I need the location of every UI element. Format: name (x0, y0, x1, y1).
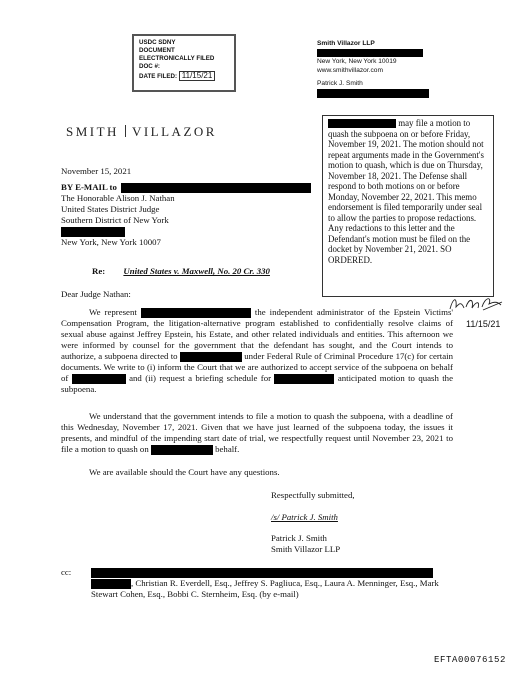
cc-recipients (91, 567, 447, 600)
firm-contact-redacted (317, 89, 429, 99)
logo-divider (125, 125, 126, 137)
filing-stamp (132, 34, 236, 92)
paragraph-2 (61, 411, 453, 455)
stamp-document: DOCUMENT (139, 47, 175, 54)
closing: Respectfully submitted, (271, 490, 355, 500)
re-caption: United States v. Maxwell, No. 20 Cr. 330 (123, 266, 270, 276)
firm-attorney: Patrick J. Smith (317, 80, 363, 88)
endorsement-text: may file a motion to quash the subpoena on or before Friday, November 19, 2021. The motion should not repeat arguments made in the Government's motion to quash, which is due on Thursday, November 18, 2021. The Defense shall respond to both motions on or before Monday, November 22, 2021. This memo endorsement is filed temporarily under seal to allow the parties to propose redactions. Any redactions to this letter and the Defendant's motion must be filed on the docket by November 21, 2021. SO ORDERED. (328, 118, 484, 265)
stamp-date-filed (139, 71, 229, 81)
paragraph-3 (61, 467, 453, 478)
address-block (61, 182, 321, 248)
logo-right: VILLAZOR (131, 124, 217, 139)
p1-part-c: under Federal Rule of Criminal Procedure 17(c) for certain documents. We write to (i) inform the Court that we are authorized to accept service of the subpoena on behalf of (61, 351, 453, 383)
cc-label: cc: (61, 567, 72, 577)
delivery-method: BY E-MAIL to (61, 182, 117, 192)
salutation: Dear Judge Nathan: (61, 289, 131, 299)
endorse-redacted (328, 119, 396, 128)
firm-name: Smith Villazor LLP (317, 40, 375, 47)
cc-redacted-name (91, 579, 131, 589)
signatory-firm: Smith Villazor LLP (271, 544, 341, 554)
p1-redact-3 (72, 374, 126, 384)
delivery-line (61, 182, 321, 193)
p1-part-e: anticipated motion to quash the subpoena. (61, 373, 453, 394)
stamp-doc-number: DOC #: (139, 63, 160, 70)
letter-date: November 15, 2021 (61, 166, 132, 176)
signatory-name: Patrick J. Smith (271, 533, 327, 543)
p1-redact-1 (141, 308, 251, 318)
addressee-name: The Honorable Alison J. Nathan (61, 193, 175, 203)
memo-endorsement (322, 115, 494, 297)
electronic-signature: /s/ Patrick J. Smith (271, 512, 338, 522)
p1-part-d: and (ii) request a briefing schedule for (129, 373, 272, 383)
stamp-date-label: DATE FILED: (139, 73, 178, 80)
bates-number: EFTA00076152 (433, 655, 506, 665)
re-line (92, 266, 270, 277)
addressee-court: Southern District of New York (61, 215, 169, 225)
p1-redact-2 (180, 352, 242, 362)
addressee-city: New York, New York 10007 (61, 237, 161, 247)
firm-city: New York, New York 10019 (317, 57, 397, 65)
cc-text-wrap (91, 578, 447, 600)
p1-part-b: the independent administrator of the Epstein Victims' Compensation Program, the litigation-alternative program established to confidentially resolve claims of sexual abuse against Jeffrey Epstein, his Estate, and other related individuals and entities. This afternoon we were informed by counsel for the government that the defendant has sought, and the Court intends to authorize, a subpoena directed to (61, 307, 453, 361)
p2-end: behalf. (215, 444, 240, 454)
stamp-efiled: ELECTRONICALLY FILED (139, 55, 215, 62)
cc-redacted-line (91, 567, 447, 578)
p2-text: We understand that the government intends to file a motion to quash the subpoena, with a deadline of this Wednesday, November 17, 2021. Given that we have just learned of the subpoena today, the issues it presents, and mindful of the impending start date of trial, we respectfully request until November 23, 2021 to file a motion to quash on (61, 411, 453, 454)
judge-signature (447, 292, 505, 314)
logo-left: SMITH (66, 124, 119, 139)
endorsement-date: 11/15/21 (466, 319, 501, 329)
stamp-court: USDC SDNY (139, 39, 176, 46)
stamp-date-value: 11/15/21 (179, 71, 216, 81)
firm-address-redacted (317, 49, 429, 58)
p2-redact (151, 445, 213, 455)
addressee-title: United States District Judge (61, 204, 160, 214)
addressee-street-redacted (61, 226, 321, 237)
delivery-redacted (121, 183, 311, 193)
firm-logo (66, 125, 217, 137)
re-label: Re: (92, 266, 106, 276)
cc-text: , Christian R. Everdell, Esq., Jeffrey S. Pagliuca, Esq., Laura A. Menninger, Esq., Mark Stewart Cohen, Esq., Bobbi C. Sternheim, Esq. (by e-mail) (91, 578, 439, 599)
p3-text: We are available should the Court have any questions. (89, 467, 280, 477)
firm-website: www.smithvillazor.com (317, 66, 383, 74)
p1-redact-4 (274, 374, 334, 384)
firm-header (317, 40, 429, 99)
paragraph-1 (61, 307, 453, 395)
p1-part-a: We represent (89, 307, 137, 317)
